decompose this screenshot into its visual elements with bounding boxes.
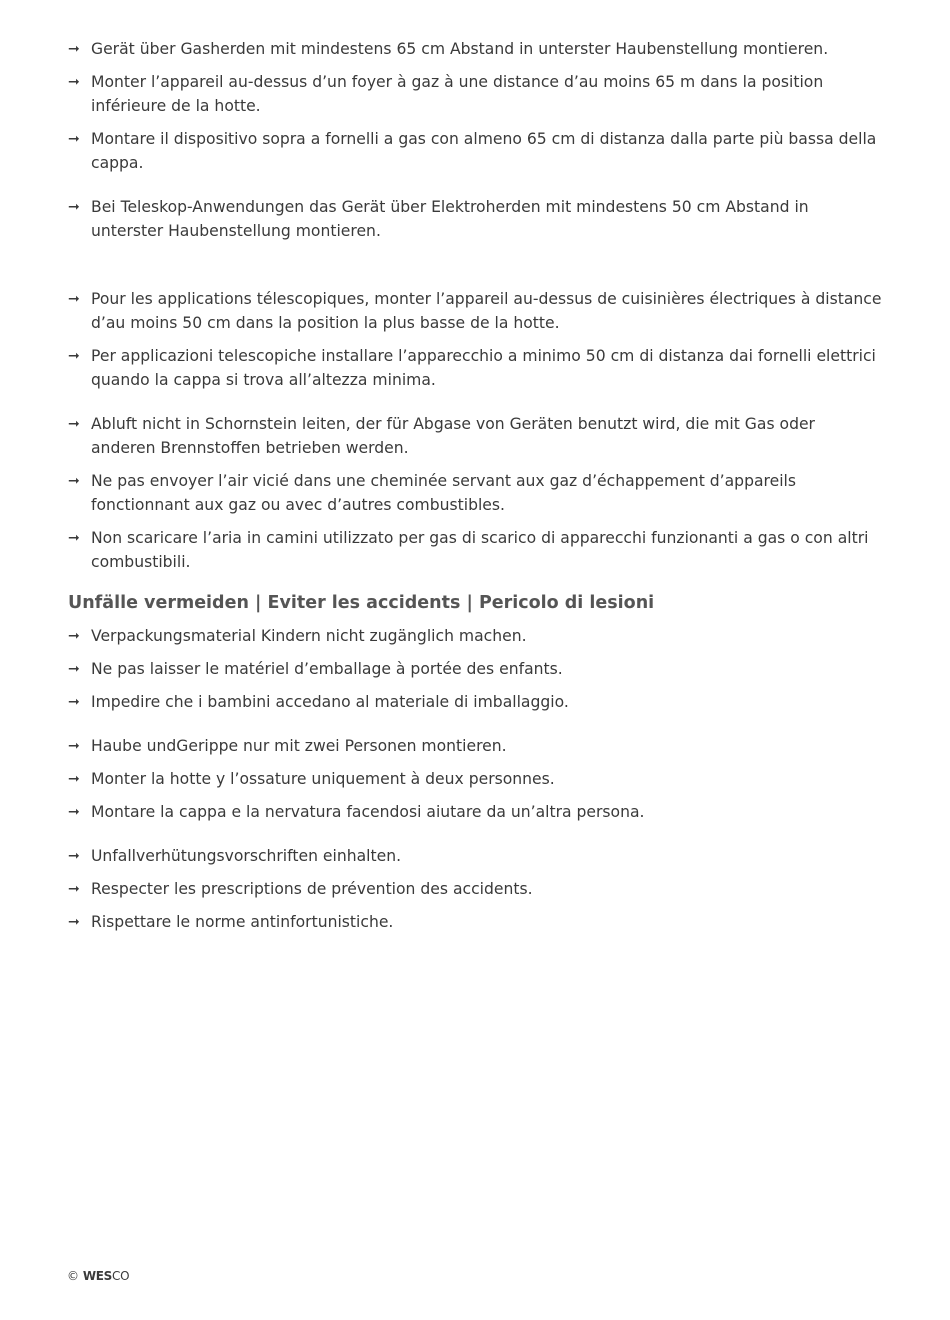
section-heading: Unfälle vermeiden | Eviter les accidents | Pericolo di lesioni bbox=[68, 593, 655, 613]
arrow-right-icon: ➞ bbox=[68, 530, 80, 546]
arrow-right-icon: ➞ bbox=[68, 914, 80, 930]
bullet-group bbox=[68, 287, 883, 392]
arrow-right-icon: ➞ bbox=[68, 661, 80, 677]
list-item: ➞ Monter la hotte y l’ossature uniquement à deux personnes. bbox=[68, 767, 883, 791]
bullet-group bbox=[68, 624, 883, 714]
brand-logo: WESCO bbox=[82, 1269, 130, 1283]
list-item: ➞ Per applicazioni telescopiche installare l’apparecchio a minimo 50 cm di distanza dai fornelli elettrici quando la cappa si trova all’altezza minima. bbox=[68, 344, 883, 392]
spacer bbox=[68, 184, 883, 195]
bullet-group bbox=[68, 734, 883, 824]
list-item: ➞ Ne pas envoyer l’air vicié dans une cheminée servant aux gaz d’échappement d’appareils fonctionnant aux gaz ou avec d’autres combustibles. bbox=[68, 469, 883, 517]
list-item: ➞ Gerät über Gasherden mit mindestens 65 cm Abstand in unterster Haubenstellung montieren. bbox=[68, 37, 883, 61]
list-item: ➞ Monter l’appareil au-dessus d’un foyer à gaz à une distance d’au moins 65 m dans la position inférieure de la hotte. bbox=[68, 70, 883, 118]
list-item: ➞ Rispettare le norme antinfortunistiche. bbox=[68, 910, 883, 934]
arrow-right-icon: ➞ bbox=[68, 348, 80, 364]
arrow-right-icon: ➞ bbox=[68, 694, 80, 710]
spacer bbox=[68, 252, 883, 287]
arrow-right-icon: ➞ bbox=[68, 41, 80, 57]
bullet-group bbox=[68, 195, 883, 243]
arrow-right-icon: ➞ bbox=[68, 291, 80, 307]
spacer bbox=[68, 723, 883, 734]
arrow-right-icon: ➞ bbox=[68, 738, 80, 754]
list-item: ➞ Pour les applications télescopiques, monter l’appareil au-dessus de cuisinières électriques à distance d’au moins 50 cm dans la position la plus basse de la hotte. bbox=[68, 287, 883, 335]
page-footer bbox=[67, 1267, 129, 1285]
document-page bbox=[68, 37, 883, 943]
arrow-right-icon: ➞ bbox=[68, 199, 80, 215]
bullet-group bbox=[68, 844, 883, 934]
list-item: ➞ Impedire che i bambini accedano al materiale di imballaggio. bbox=[68, 690, 883, 714]
copyright-symbol: © bbox=[67, 1269, 79, 1283]
arrow-right-icon: ➞ bbox=[68, 771, 80, 787]
list-item: ➞ Haube undGerippe nur mit zwei Personen montieren. bbox=[68, 734, 883, 758]
list-item: ➞ Abluft nicht in Schornstein leiten, der für Abgase von Geräten benutzt wird, die mit Gas oder anderen Brennstoffen betrieben werden. bbox=[68, 412, 883, 460]
bullet-group bbox=[68, 412, 883, 574]
list-item: ➞ Bei Teleskop-Anwendungen das Gerät über Elektroherden mit mindestens 50 cm Abstand in unterster Haubenstellung montieren. bbox=[68, 195, 883, 243]
list-item: ➞ Montare la cappa e la nervatura facendosi aiutare da un’altra persona. bbox=[68, 800, 883, 824]
spacer bbox=[68, 401, 883, 412]
list-item: ➞ Ne pas laisser le matériel d’emballage à portée des enfants. bbox=[68, 657, 883, 681]
list-item: ➞ Verpackungsmaterial Kindern nicht zugänglich machen. bbox=[68, 624, 883, 648]
arrow-right-icon: ➞ bbox=[68, 628, 80, 644]
arrow-right-icon: ➞ bbox=[68, 848, 80, 864]
list-item: ➞ Non scaricare l’aria in camini utilizzato per gas di scarico di apparecchi funzionanti a gas o con altri combustibili. bbox=[68, 526, 883, 574]
arrow-right-icon: ➞ bbox=[68, 131, 80, 147]
spacer bbox=[68, 833, 883, 844]
arrow-right-icon: ➞ bbox=[68, 416, 80, 432]
bullet-group bbox=[68, 37, 883, 175]
list-item: ➞ Unfallverhütungsvorschriften einhalten. bbox=[68, 844, 883, 868]
arrow-right-icon: ➞ bbox=[68, 804, 80, 820]
arrow-right-icon: ➞ bbox=[68, 473, 80, 489]
arrow-right-icon: ➞ bbox=[68, 881, 80, 897]
list-item: ➞ Respecter les prescriptions de prévention des accidents. bbox=[68, 877, 883, 901]
list-item: ➞ Montare il dispositivo sopra a fornelli a gas con almeno 65 cm di distanza dalla parte più bassa della cappa. bbox=[68, 127, 883, 175]
arrow-right-icon: ➞ bbox=[68, 74, 80, 90]
